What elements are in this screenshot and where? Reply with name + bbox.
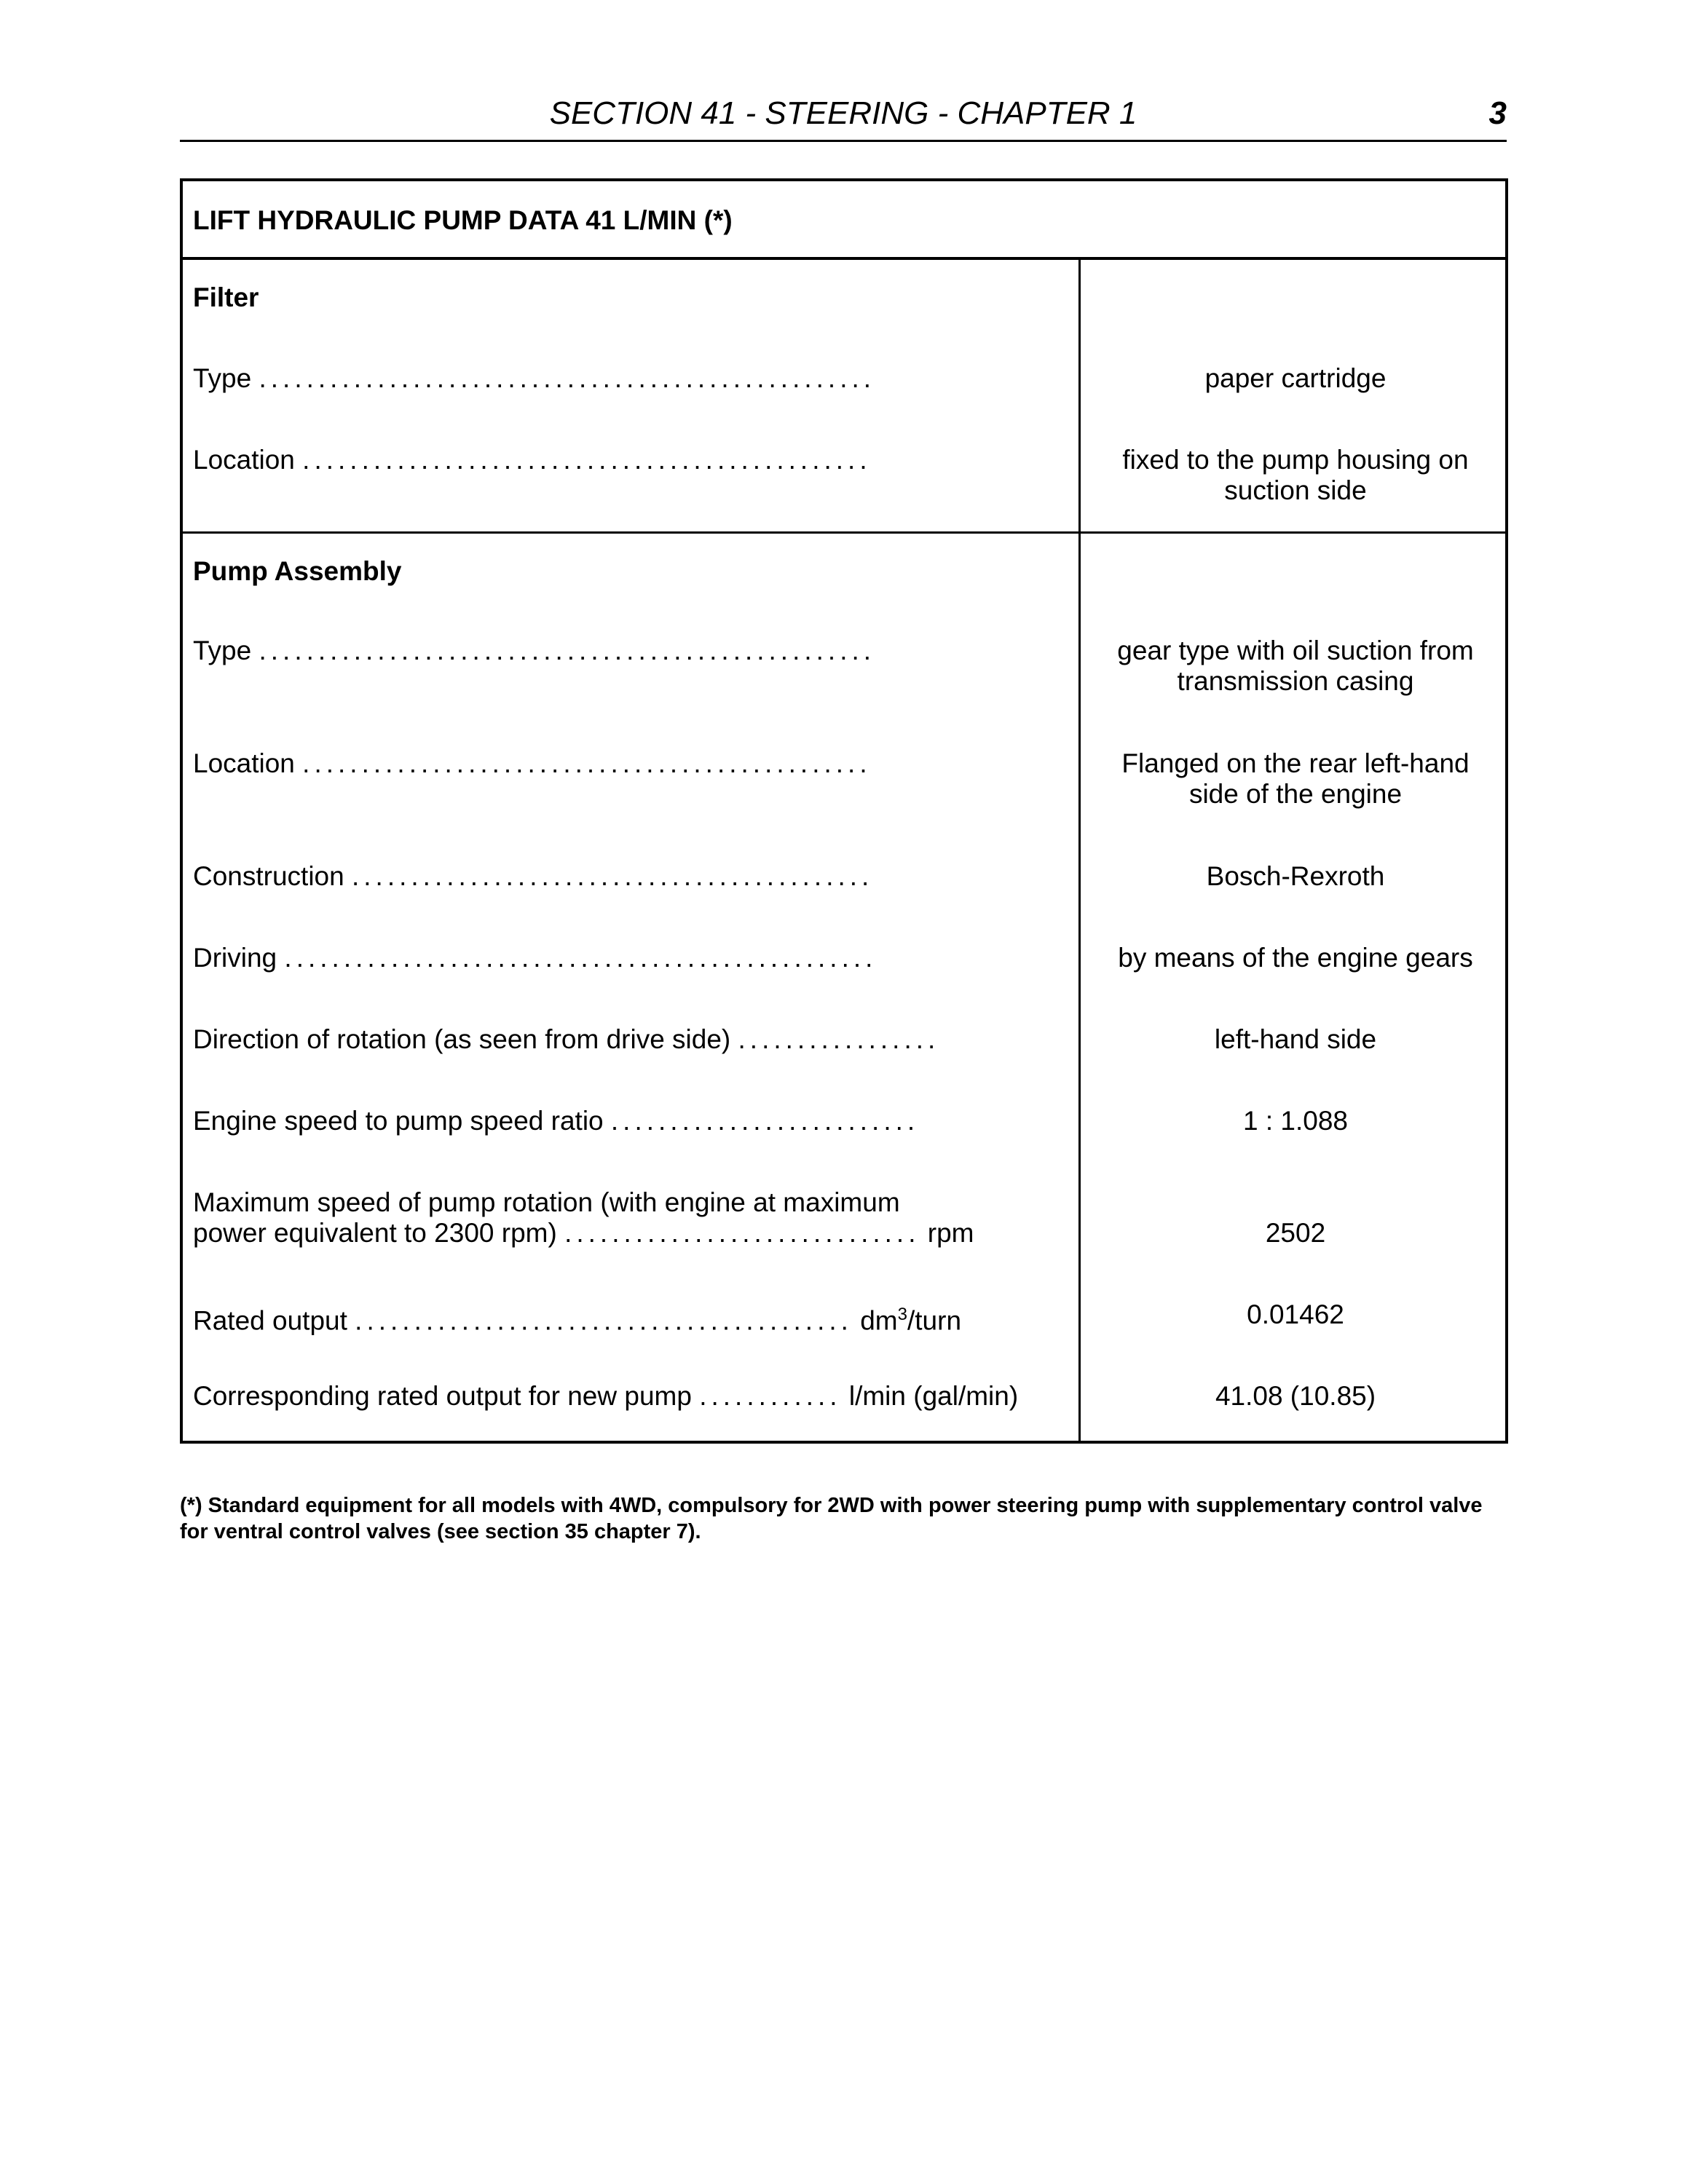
row-value: 0.01462: [1247, 1299, 1344, 1329]
row-label: Type ....................................................: [193, 363, 876, 393]
row-label: Location ................................................: [193, 748, 872, 778]
pump-data-table: [180, 178, 1508, 1444]
footnote: (*) Standard equipment for all models with 4WD, compulsory for 2WD with power steering pump with supplementary control valve for ventral control valves (see section 35 chapter 7).: [180, 1494, 1483, 1543]
table-title: LIFT HYDRAULIC PUMP DATA 41 L/MIN (*): [183, 181, 1505, 260]
row-value: 2502: [1265, 1218, 1326, 1248]
row-label: Maximum speed of pump rotation (with engine at maximum power equivalent to 2300 rpm) .............................. rpm: [193, 1187, 974, 1248]
row-value: paper cartridge: [1204, 363, 1387, 393]
filter-section: [183, 260, 1505, 531]
page-header: [180, 93, 1507, 142]
row-value: Flanged on the rear left-hand side of the engine: [1121, 748, 1470, 809]
row-value: fixed to the pump housing on suction side: [1122, 445, 1469, 505]
row-label: Corresponding rated output for new pump ............ l/min (gal/min): [193, 1381, 1019, 1411]
page-number: 3: [1488, 95, 1507, 131]
row-value: left-hand side: [1214, 1024, 1377, 1054]
row-label: Direction of rotation (as seen from drive side) .................: [193, 1024, 940, 1054]
row-value: Bosch-Rexroth: [1206, 861, 1385, 891]
section-title: SECTION 41 - STEERING - CHAPTER 1: [549, 95, 1137, 131]
row-label: Type ....................................................: [193, 636, 876, 665]
row-label: Location ................................................: [193, 445, 872, 475]
column-divider: [1078, 260, 1081, 531]
column-divider: [1078, 534, 1081, 1441]
pump-assembly-heading: Pump Assembly: [193, 556, 402, 586]
filter-heading: Filter: [193, 282, 259, 312]
pump-assembly-section: [183, 531, 1505, 1441]
row-label: Rated output .......................................... $dm^3$/turn: [193, 1305, 962, 1336]
row-label: Engine speed to pump speed ratio ..........................: [193, 1106, 920, 1136]
row-label: Construction ............................................: [193, 861, 874, 891]
row-value: by means of the engine gears: [1118, 943, 1473, 973]
row-value: 1 : 1.088: [1242, 1106, 1348, 1136]
row-value: gear type with oil suction from transmission casing: [1117, 636, 1474, 696]
row-label: Driving ..................................................: [193, 943, 877, 973]
row-value: 41.08 (10.85): [1215, 1381, 1376, 1411]
